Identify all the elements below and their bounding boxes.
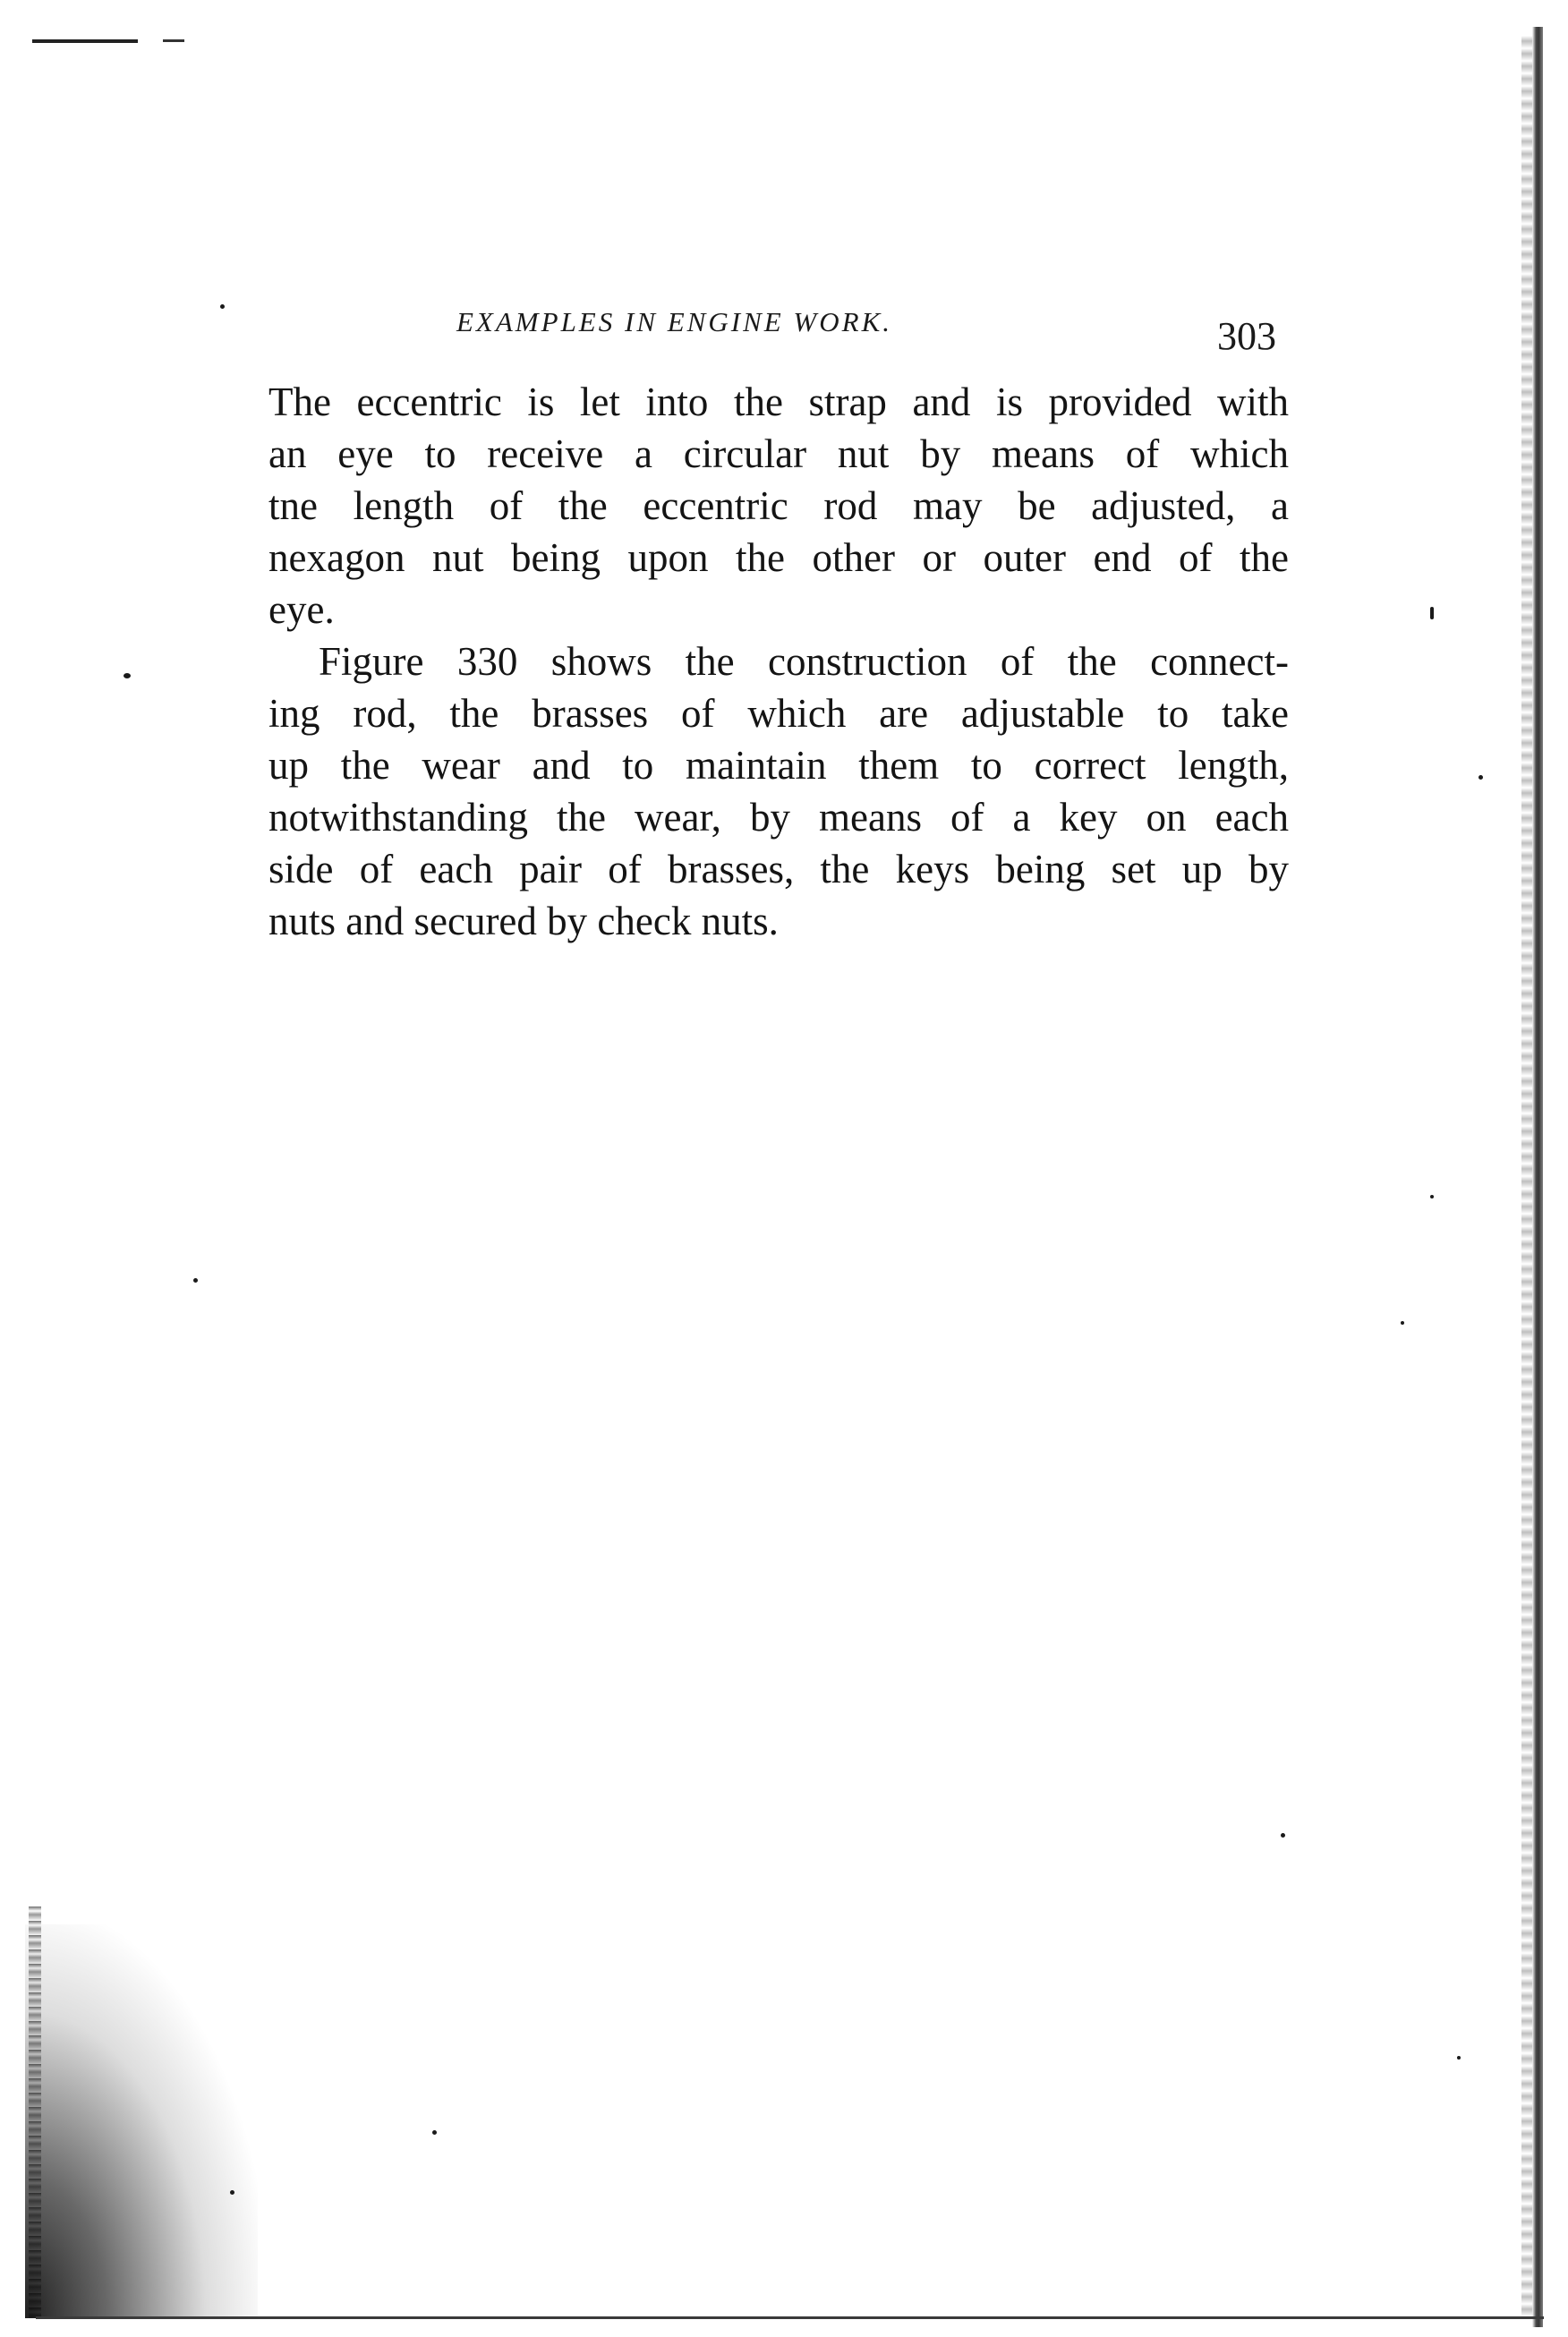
scan-speck <box>1479 775 1483 780</box>
scan-speck <box>1457 2056 1461 2060</box>
scan-speck <box>230 2190 234 2195</box>
text-line: side of each pair of brasses, the keys being set up by <box>268 847 1289 891</box>
scan-mark <box>32 39 138 43</box>
body-text <box>268 376 1289 947</box>
scan-mark <box>163 39 184 42</box>
scan-speck <box>1281 1833 1285 1838</box>
scan-speck <box>124 673 131 678</box>
text-line: tne length of the eccentric rod may be adjusted, a <box>268 483 1289 528</box>
page-number: 303 <box>1217 314 1276 358</box>
scan-corner-shadow <box>25 1924 258 2318</box>
text-line: eye. <box>268 587 335 632</box>
text-line: nexagon nut being upon the other or outer end of the <box>268 535 1289 580</box>
scan-speck <box>1430 1195 1434 1198</box>
text-line: Figure 330 shows the construction of the connect- <box>319 639 1289 684</box>
running-head: EXAMPLES IN ENGINE WORK. <box>456 306 893 337</box>
scan-speck <box>432 2130 437 2135</box>
scan-speck <box>1430 607 1434 619</box>
scan-bottom-edge <box>36 2316 1544 2319</box>
scan-speck <box>1401 1321 1404 1325</box>
text-line: an eye to receive a circular nut by means of which <box>268 431 1289 476</box>
paragraph <box>268 635 1289 947</box>
scan-speck <box>220 304 225 309</box>
paragraph <box>268 376 1289 635</box>
text-line: ing rod, the brasses of which are adjustable to take <box>268 691 1289 736</box>
scan-speck <box>193 1278 198 1283</box>
scan-edge-left <box>29 1906 41 2318</box>
text-line: notwithstanding the wear, by means of a key on each <box>268 795 1289 840</box>
text-line: up the wear and to maintain them to correct length, <box>268 743 1289 788</box>
text-line: The eccentric is let into the strap and is provided with <box>268 380 1289 424</box>
text-line: nuts and secured by check nuts. <box>268 899 779 943</box>
scan-edge-right <box>1532 27 1543 2327</box>
